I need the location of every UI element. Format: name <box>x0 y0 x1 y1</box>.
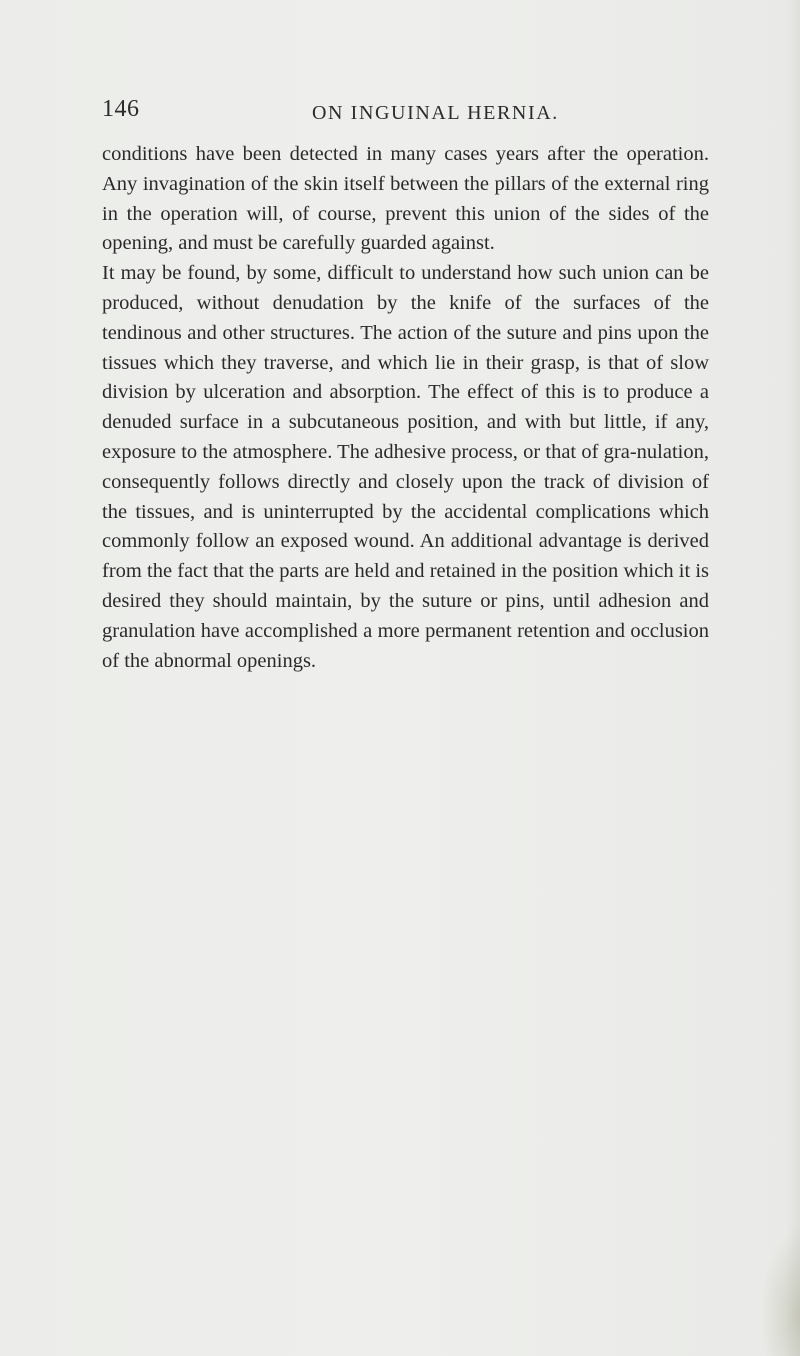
paragraph: conditions have been detected in many cases years after the operation. Any invagination of the skin itself between the pillars of the external ring in the operation will, of course, prevent this union of the sides of the opening, and must be carefully guarded against. <box>102 143 709 255</box>
body-text <box>102 140 709 676</box>
page-number: 146 <box>102 96 140 122</box>
page-edge-shadow <box>786 0 800 1356</box>
running-title: ON INGUINAL HERNIA. <box>312 102 559 124</box>
paper-stain <box>760 1226 800 1356</box>
running-head <box>102 96 710 130</box>
paragraph: It may be found, by some, difficult to understand how such union can be produced, without denudation by the knife of the surfaces of the tendinous and other structures. The action of the suture and pins upon the tissues which they traverse, and which lie in their grasp, is that of slow division by ulceration and absorption. The effect of this is to produce a denuded surface in a subcutaneous position, and with but little, if any, exposure to the atmosphere. The adhesive process, or that of gra-nulation, consequently follows directly and closely upon the track of division of the tissues, and is uninterrupted by the accidental complications which commonly follow an exposed wound. An additional advantage is derived from the fact that the parts are held and retained in the position which it is desired they should maintain, by the suture or pins, until adhesion and granulation have accomplished a more permanent retention and occlusion of the abnormal openings. <box>102 262 709 672</box>
